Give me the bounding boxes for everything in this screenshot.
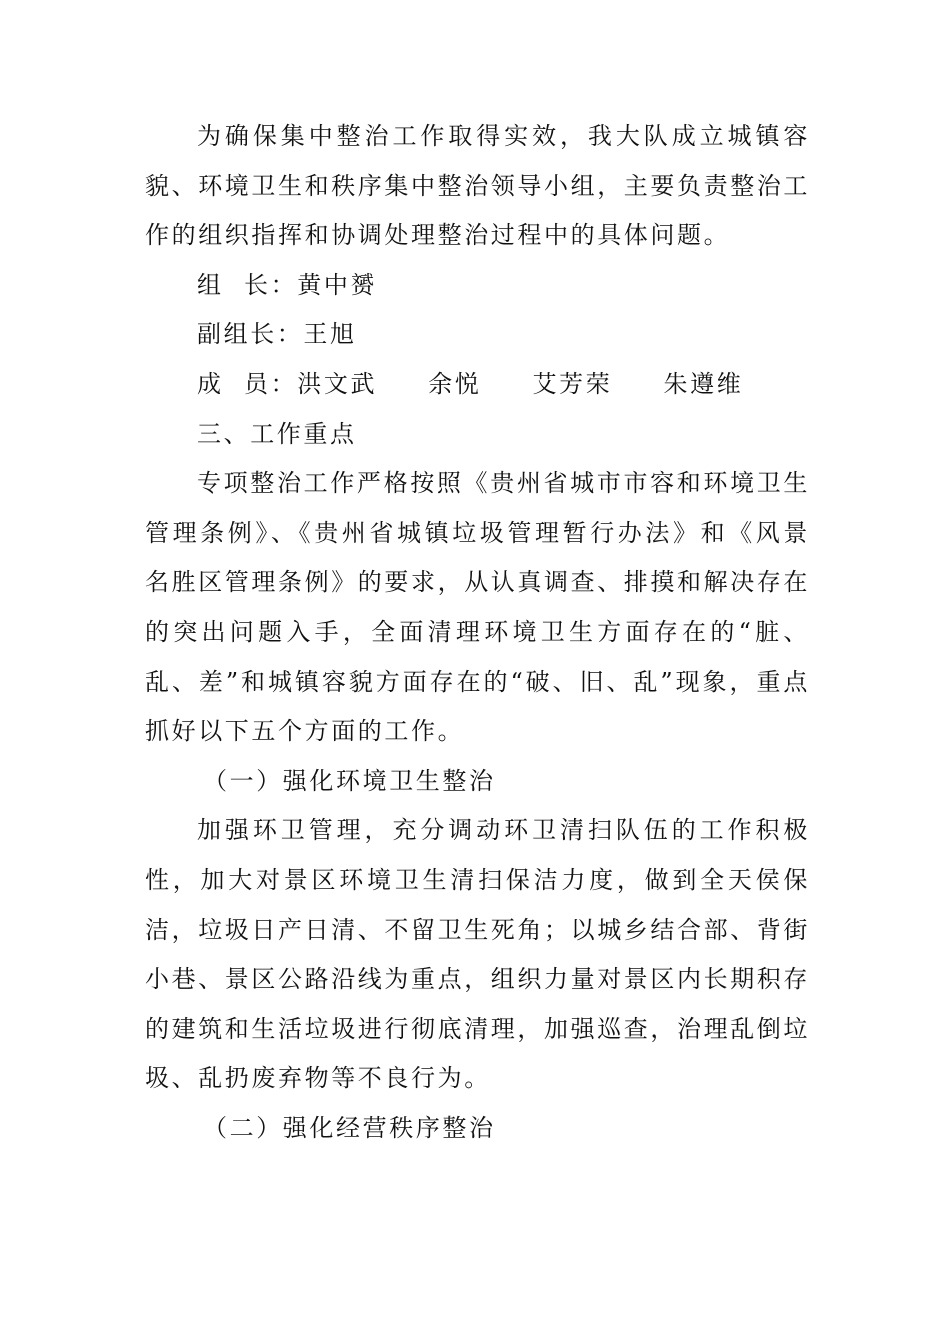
section-heading-work-focus: 三、工作重点 xyxy=(197,419,357,448)
paragraph-environment: 加强环卫管理，充分调动环卫清扫队伍的工作积极性，加大对景区环境卫生清扫保洁力度，做到全天侯保洁，垃圾日产日清、不留卫生死角；以城乡结合部、背街小巷、景区公路沿线为重点，组织力量对景区内长期积存的建筑和生活垃圾进行彻底清理，加强巡查，治理乱倒垃圾、乱扔废弃物等不良行为。 xyxy=(145,816,810,1093)
subsection-heading-environment: （一）强化环境卫生整治 xyxy=(203,766,496,795)
paragraph-leadership-group: 为确保集中整治工作取得实效，我大队成立城镇容貌、环境卫生和秩序集中整治领导小组，主要负责整治工作的组织指挥和协调处理整治过程中的具体问题。 xyxy=(145,122,810,250)
subsection-heading-business-order: （二）强化经营秩序整治 xyxy=(203,1113,496,1142)
group-leader-line: 组 长：黄中赟 xyxy=(197,270,378,299)
document-page xyxy=(145,112,810,1153)
members-line: 成 员：洪文武 余悦 艾芳荣 朱遵维 xyxy=(197,369,744,398)
deputy-leader-line: 副组长：王旭 xyxy=(197,320,357,349)
paragraph-work-focus: 专项整治工作严格按照《贵州省城市市容和环境卫生管理条例》、《贵州省城镇垃圾管理暂行办法》和《风景名胜区管理条例》的要求，从认真调查、排摸和解决存在的突出问题入手，全面清理环境卫生方面存在的“脏、乱、差”和城镇容貌方面存在的“破、旧、乱”现象，重点抓好以下五个方面的工作。 xyxy=(145,469,810,746)
